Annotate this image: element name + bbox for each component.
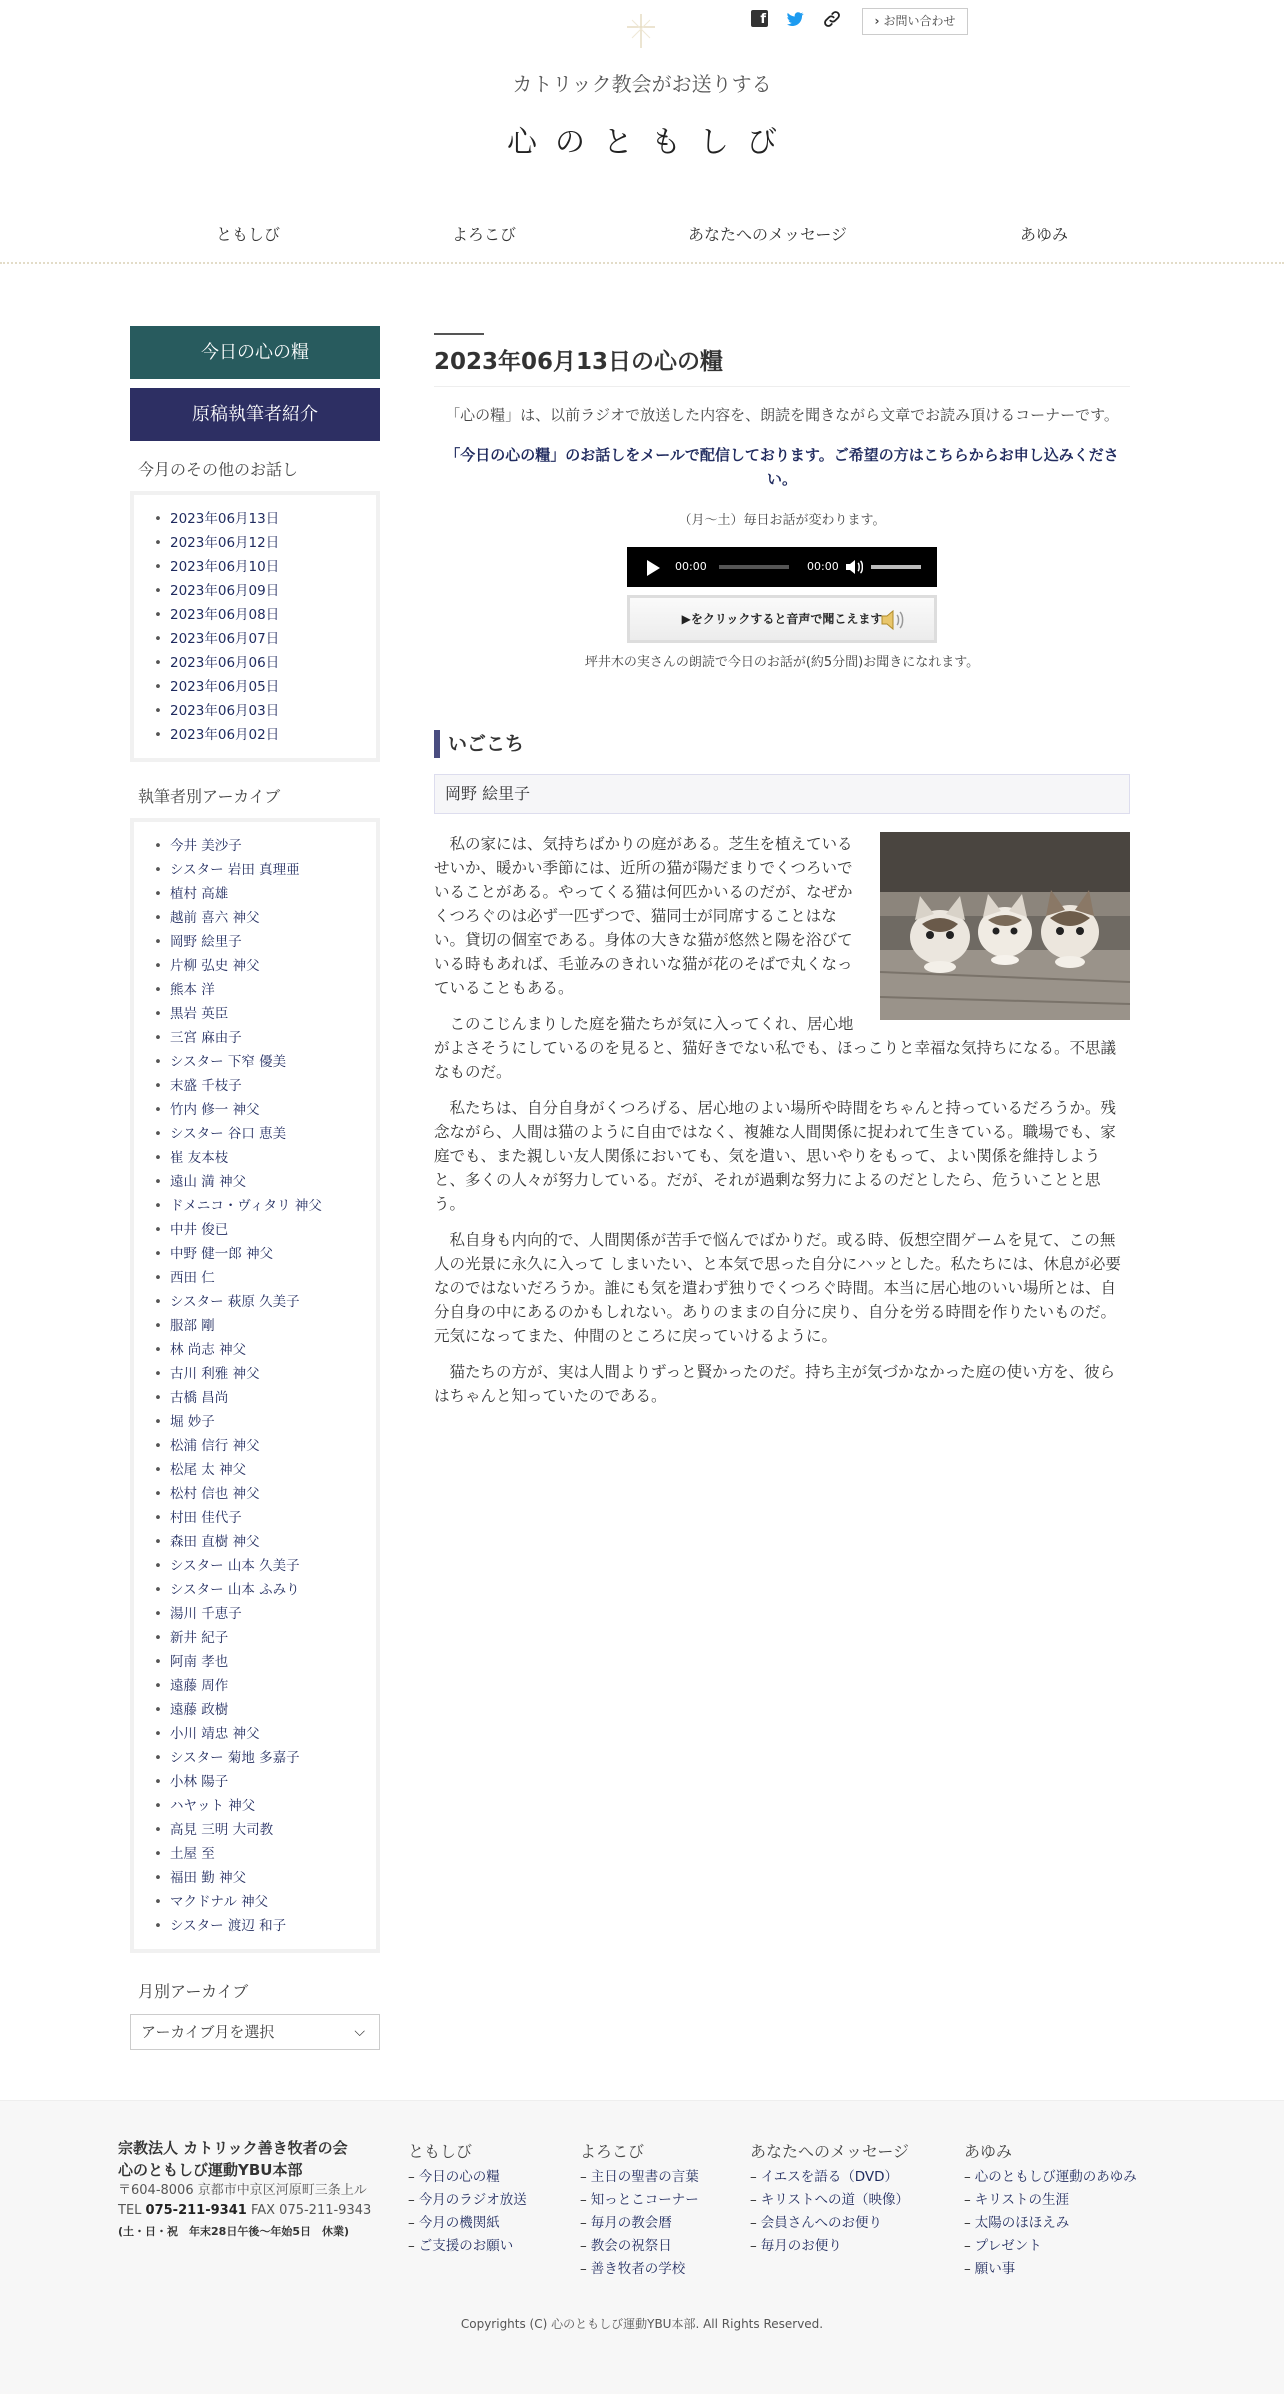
volume-icon[interactable]: [845, 559, 863, 575]
footer-link[interactable]: [750, 2189, 909, 2212]
author-archive-link[interactable]: • 黒岩 英臣: [154, 1002, 376, 1026]
main-content: [434, 333, 1130, 1420]
author-archive-link[interactable]: • 小川 靖忠 神父: [154, 1722, 376, 1746]
org-info: [118, 2137, 388, 2243]
copyright: Copyrights (C) 心のともしび運動YBU本部. All Rights Reserved.: [460, 2317, 824, 2331]
progress-track[interactable]: [719, 565, 789, 569]
footer-link[interactable]: [580, 2235, 699, 2258]
contact-button[interactable]: [862, 8, 968, 35]
footer-col-heading[interactable]: あなたへのメッセージ: [750, 2142, 910, 2161]
footer-link-label: 会員さんへのお便り: [760, 2215, 882, 2231]
nav-yorokobi[interactable]: よろこび: [452, 225, 517, 244]
author-archive-link[interactable]: • 植村 高雄: [154, 882, 376, 906]
author-archive-link[interactable]: • 湯川 千恵子: [154, 1602, 376, 1626]
facebook-icon[interactable]: f: [751, 10, 768, 27]
author-archive-link[interactable]: • 熊本 洋: [154, 978, 376, 1002]
talk-date-link[interactable]: • 2023年06月06日: [154, 651, 376, 675]
footer-link-label: キリストへの道（映像）: [760, 2192, 909, 2208]
audio-hint-banner: [627, 595, 937, 643]
article-paragraph: 私たちは、自分自身がくつろげる、居心地のよい場所や時間をちゃんと持っているだろうか。残念ながら、人間は猫のように自由ではなく、複雑な人間関係に捉われて生きている。職場でも、家庭でも、また親しい友人関係においても、気を遣い、思いやりをもって、よい関係を維持しようと、多くの人々が努力している。だが、それが過剰な努力によるのだとしたら、危ういことと思う。: [434, 1099, 1117, 1213]
author-archive-link[interactable]: • シスター 渡辺 和子: [154, 1914, 376, 1938]
author-archive-link[interactable]: • 松尾 太 神父: [154, 1458, 376, 1482]
author-archive-link[interactable]: • 西田 仁: [154, 1266, 376, 1290]
footer-link-label: 知っとこコーナー: [590, 2192, 699, 2208]
play-icon[interactable]: [647, 560, 660, 576]
footer-link-label: 毎月の教会暦: [590, 2215, 672, 2231]
kittens-photo: [880, 832, 1130, 1020]
footer-link[interactable]: [964, 2235, 1137, 2258]
site-title[interactable]: 心のともしび: [507, 125, 795, 160]
business-hours: (土・日・祝 年末28日午後〜年始5日 休業): [118, 2225, 350, 2238]
schedule-note: （月～土）毎日お話が変わります。: [678, 513, 886, 528]
author-archive-link[interactable]: • マクドナル 神父: [154, 1890, 376, 1914]
dash-bullet: –: [964, 2261, 971, 2277]
title-rule: [434, 333, 484, 335]
author-archive-link[interactable]: • 阿南 孝也: [154, 1650, 376, 1674]
site-footer: [0, 2100, 1284, 2394]
footer-col-tomoshibi: [408, 2139, 527, 2258]
footer-link[interactable]: [750, 2166, 909, 2189]
other-talks-heading: 今月のその他のお話し: [138, 460, 299, 479]
author-archive-link[interactable]: • 遠藤 政樹: [154, 1698, 376, 1722]
twitter-icon[interactable]: [785, 9, 805, 29]
dash-bullet: –: [580, 2238, 587, 2254]
intro-text: 「心の糧」は、以前ラジオで放送した内容を、朗読を聞きながら文章でお読み頂けるコーナーです。: [445, 406, 1119, 424]
footer-link-label: 願い事: [974, 2261, 1016, 2277]
other-talks-box: [130, 491, 380, 762]
footer-col-ayumi: [964, 2139, 1137, 2281]
link-icon[interactable]: [821, 9, 843, 29]
talk-date-link[interactable]: • 2023年06月05日: [154, 675, 376, 699]
org-name: 宗教法人 カトリック善き牧者の会: [118, 2139, 348, 2157]
tel-label: TEL: [118, 2203, 142, 2218]
author-archive-link[interactable]: • 岡野 絵里子: [154, 930, 376, 954]
month-archive-select[interactable]: [130, 2014, 380, 2050]
footer-link-label: 善き牧者の学校: [590, 2261, 686, 2277]
author-archive-link[interactable]: • 小林 陽子: [154, 1770, 376, 1794]
author-name: 岡野 絵里子: [434, 774, 1130, 814]
author-archive-link[interactable]: • 竹内 修一 神父: [154, 1098, 376, 1122]
talk-date-link[interactable]: • 2023年06月12日: [154, 531, 376, 555]
author-archive-link[interactable]: • シスター 岩田 真理亜: [154, 858, 376, 882]
author-archive-link[interactable]: • シスター 萩原 久美子: [154, 1290, 376, 1314]
author-archive-link[interactable]: • 林 尚志 神父: [154, 1338, 376, 1362]
author-archive-link[interactable]: • 福田 勤 神父: [154, 1866, 376, 1890]
dash-bullet: –: [580, 2192, 587, 2208]
footer-link-label: イエスを語る（DVD）: [760, 2169, 898, 2185]
author-archive-link[interactable]: • シスター 菊地 多嘉子: [154, 1746, 376, 1770]
author-archive-link[interactable]: • 土屋 至: [154, 1842, 376, 1866]
dash-bullet: –: [750, 2169, 757, 2185]
footer-link-label: 今月の機関紙: [418, 2215, 500, 2231]
footer-link-label: 今月のラジオ放送: [418, 2192, 527, 2208]
author-archive-link[interactable]: • 越前 喜六 神父: [154, 906, 376, 930]
article-paragraph: このこじんまりした庭を猫たちが気に入ってくれ、居心地がよさそうにしているのを見ると、猫好きでない私でも、ほっこりと幸福な気持ちになる。不思議なものだ。: [434, 1015, 1117, 1081]
dash-bullet: –: [580, 2215, 587, 2231]
footer-link[interactable]: [408, 2189, 527, 2212]
author-archive-link[interactable]: • ハヤット 神父: [154, 1794, 376, 1818]
talk-date-link[interactable]: • 2023年06月10日: [154, 555, 376, 579]
author-archive-link[interactable]: • 松村 信也 神父: [154, 1482, 376, 1506]
talk-date-link[interactable]: • 2023年06月02日: [154, 723, 376, 747]
nav-message[interactable]: あなたへのメッセージ: [688, 225, 848, 244]
author-archive-link[interactable]: • 片柳 弘史 神父: [154, 954, 376, 978]
speaker-icon: [880, 608, 908, 632]
org-address: 〒604-8006 京都市中京区河原町三条上ル: [118, 2183, 367, 2198]
footer-link-label: 主日の聖書の言葉: [590, 2169, 699, 2185]
footer-link[interactable]: [750, 2235, 909, 2258]
other-talks-list: [134, 507, 376, 747]
author-archive-link[interactable]: • 松浦 信行 神父: [154, 1434, 376, 1458]
month-select-value: アーカイブ月を選択: [141, 2023, 275, 2041]
dash-bullet: –: [408, 2238, 415, 2254]
footer-link[interactable]: [964, 2166, 1137, 2189]
author-archive-link[interactable]: • 今井 美沙子: [154, 834, 376, 858]
footer-link[interactable]: [964, 2189, 1137, 2212]
article-paragraph: 猫たちの方が、実は人間よりずっと賢かったのだ。持ち主が気づかなかった庭の使い方を、彼らはちゃんと知っていたのである。: [434, 1363, 1116, 1405]
footer-link-label: 毎月のお便り: [760, 2238, 842, 2254]
footer-link-label: ご支援のお願い: [418, 2238, 514, 2254]
author-archive-link[interactable]: • 遠藤 周作: [154, 1674, 376, 1698]
footer-link[interactable]: [750, 2212, 909, 2235]
author-archive-link[interactable]: • 中井 俊已: [154, 1218, 376, 1242]
today-talk-button[interactable]: 今日の心の糧: [130, 326, 380, 379]
author-archive-link[interactable]: • シスター 下窄 優美: [154, 1050, 376, 1074]
talk-date-link[interactable]: • 2023年06月07日: [154, 627, 376, 651]
tel-number: 075-211-9341: [145, 2203, 247, 2218]
nav-ayumi[interactable]: あゆみ: [1020, 225, 1069, 244]
footer-link[interactable]: [408, 2212, 527, 2235]
site-tagline: カトリック教会がお送りする: [512, 72, 772, 96]
talk-date-link[interactable]: • 2023年06月08日: [154, 603, 376, 627]
dash-bullet: –: [750, 2215, 757, 2231]
article-body: [434, 832, 1130, 1408]
author-archive-list: [134, 834, 376, 1938]
current-time: 00:00: [675, 560, 707, 573]
writers-intro-button[interactable]: 原稿執筆者紹介: [130, 388, 380, 441]
dash-bullet: –: [964, 2215, 971, 2231]
footer-link-label: 今日の心の糧: [418, 2169, 500, 2185]
mail-notice-link[interactable]: 「今日の心の糧」のお話しをメールで配信しております。ご希望の方はこちらからお申し込みください。: [445, 446, 1119, 488]
footer-link[interactable]: [408, 2166, 527, 2189]
footer-link-label: 心のともしび運動のあゆみ: [974, 2169, 1137, 2185]
footer-link[interactable]: [408, 2235, 527, 2258]
author-archive-heading: 執筆者別アーカイブ: [138, 787, 281, 806]
volume-slider[interactable]: [871, 565, 921, 569]
dash-bullet: –: [750, 2192, 757, 2208]
main-nav: [0, 222, 1284, 264]
footer-link[interactable]: [580, 2166, 699, 2189]
author-archive-link[interactable]: • シスター 谷口 恵美: [154, 1122, 376, 1146]
dash-bullet: –: [408, 2192, 415, 2208]
footer-col-yorokobi: [580, 2139, 699, 2281]
post-title: 2023年06月13日の心の糧: [434, 343, 1130, 387]
footer-link[interactable]: [580, 2258, 699, 2281]
author-archive-link[interactable]: • シスター 山本 久美子: [154, 1554, 376, 1578]
section-title: いごこち: [434, 730, 1130, 758]
footer-col-message: [750, 2139, 909, 2258]
dash-bullet: –: [750, 2238, 757, 2254]
footer-link[interactable]: [580, 2189, 699, 2212]
footer-col-heading[interactable]: よろこび: [580, 2142, 645, 2161]
dash-bullet: –: [580, 2261, 587, 2277]
author-archive-link[interactable]: • 堀 妙子: [154, 1410, 376, 1434]
fax-label: FAX: [250, 2203, 276, 2218]
dash-bullet: –: [964, 2169, 971, 2185]
duration: 00:00: [807, 560, 839, 573]
author-archive-link[interactable]: • 古川 利雅 神父: [154, 1362, 376, 1386]
fax-number: 075-211-9343: [279, 2203, 372, 2218]
author-archive-link[interactable]: • ドメニコ・ヴィタリ 神父: [154, 1194, 376, 1218]
dash-bullet: –: [964, 2238, 971, 2254]
footer-link[interactable]: [964, 2258, 1137, 2281]
audio-hint-text: ▶をクリックすると音声で聞こえます: [681, 612, 883, 626]
author-archive-link[interactable]: • 服部 剛: [154, 1314, 376, 1338]
dash-bullet: –: [580, 2169, 587, 2185]
footer-link-label: 教会の祝祭日: [590, 2238, 672, 2254]
month-archive-heading: 月別アーカイブ: [138, 1982, 249, 2001]
org-subname: 心のともしび運動YBU本部: [118, 2161, 303, 2179]
contact-label: お問い合わせ: [883, 14, 956, 28]
audio-player: [627, 547, 937, 587]
author-archive-link[interactable]: • 崔 友本枝: [154, 1146, 376, 1170]
author-archive-box: [130, 818, 380, 1953]
talk-date-link[interactable]: • 2023年06月09日: [154, 579, 376, 603]
author-archive-link[interactable]: • シスター 山本 ふみり: [154, 1578, 376, 1602]
talk-date-link[interactable]: • 2023年06月13日: [154, 507, 376, 531]
author-archive-link[interactable]: • 中野 健一郎 神父: [154, 1242, 376, 1266]
footer-link[interactable]: [580, 2212, 699, 2235]
chevron-down-icon: ⌵: [354, 2024, 365, 2040]
article-paragraph: 私の家には、気持ちばかりの庭がある。芝生を植えているせいか、暖かい季節には、近所の猫が陽だまりでくつろいでいることがある。やってくる猫は何匹かいるのだが、なぜかくつろぐのは必ず一匹ずつで、猫同士が同席することはない。貸切の個室である。身体の大きな猫が悠然と陽を浴びている時もあれば、毛並みのきれいな猫が花のそばで丸くなっていることもある。: [434, 835, 853, 997]
dash-bullet: –: [408, 2215, 415, 2231]
footer-link-label: プレゼント: [974, 2238, 1042, 2254]
author-archive-link[interactable]: • 高見 三明 大司教: [154, 1818, 376, 1842]
author-archive-link[interactable]: • 三宮 麻由子: [154, 1026, 376, 1050]
footer-col-heading[interactable]: ともしび: [408, 2142, 473, 2161]
author-archive-link[interactable]: • 遠山 満 神父: [154, 1170, 376, 1194]
dash-bullet: –: [964, 2192, 971, 2208]
nav-divider: [0, 262, 1284, 266]
author-archive-link[interactable]: • 末盛 千枝子: [154, 1074, 376, 1098]
reader-note: 坪井木の実さんの朗読で今日のお話が(約5分間)お聞きになれます。: [584, 655, 980, 670]
dash-bullet: –: [408, 2169, 415, 2185]
cross-logo-icon: [622, 12, 660, 50]
footer-link-label: キリストの生涯: [974, 2192, 1069, 2208]
chevron-right-icon: ›: [874, 14, 880, 28]
footer-link-label: 太陽のほほえみ: [974, 2215, 1070, 2231]
author-archive-link[interactable]: • 森田 直樹 神父: [154, 1530, 376, 1554]
article-paragraph: 私自身も内向的で、人間関係が苦手で悩んでばかりだ。或る時、仮想空間ゲームを見て、この無人の光景に永久に入って しまいたい、と本気で思った自分にハッとした。私たちには、休息が必要なのではないだろうか。誰にも気を遣わず独りでくつろぐ時間。本当に居心地のいい場所とは、自分自身の中にあるのかもしれない。ありのままの自分に戻り、自分を労る時間を作りたいものだ。元気になってまた、仲間のところに戻っていけるように。: [434, 1231, 1121, 1345]
org-phone: [118, 2201, 388, 2221]
author-archive-link[interactable]: • 新井 紀子: [154, 1626, 376, 1650]
talk-date-link[interactable]: • 2023年06月03日: [154, 699, 376, 723]
footer-col-heading[interactable]: あゆみ: [964, 2142, 1013, 2161]
sidebar: [130, 326, 380, 2050]
footer-link[interactable]: [964, 2212, 1137, 2235]
author-archive-link[interactable]: • 古橋 昌尚: [154, 1386, 376, 1410]
author-archive-link[interactable]: • 村田 佳代子: [154, 1506, 376, 1530]
site-header: [0, 0, 1284, 265]
nav-tomoshibi[interactable]: ともしび: [216, 225, 281, 244]
